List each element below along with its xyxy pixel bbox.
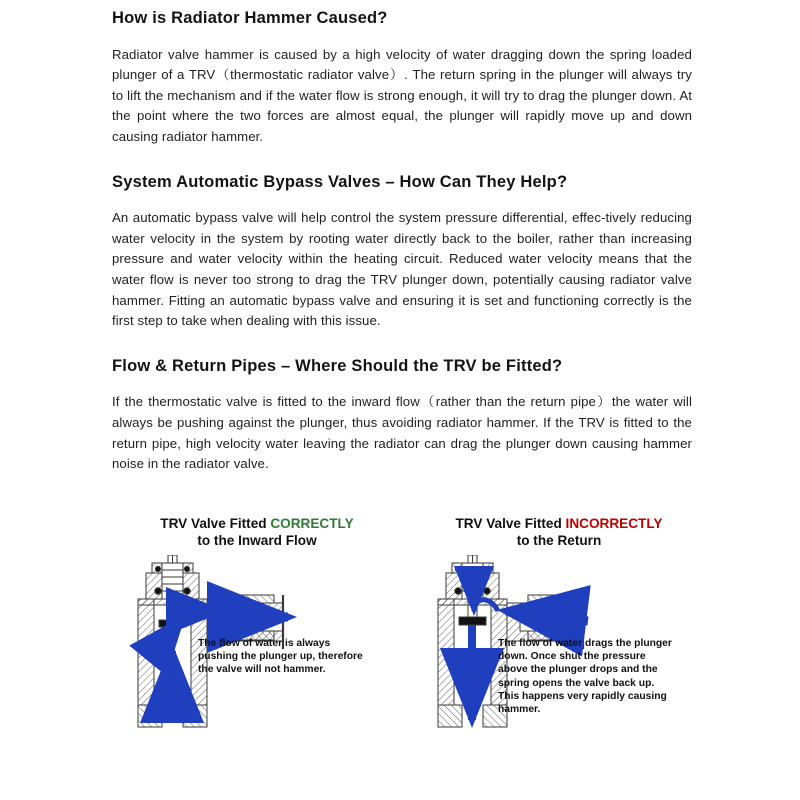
section-heading-3: Flow & Return Pipes – Where Should the TRV be Fitted? <box>112 356 563 375</box>
diagram-stage-incorrect <box>428 555 758 795</box>
diagram-figure-group <box>0 515 800 800</box>
diagram-trv-incorrect <box>428 515 758 800</box>
diagram-caption-correct <box>132 515 382 549</box>
diagram-note-correct: The flow of water is always pushing the plunger up, therefore the valve will not hammer. <box>198 638 363 676</box>
diagram-caption-line2-2: to the Return <box>516 533 602 548</box>
diagram-caption-prefix-2: TRV Valve Fitted <box>455 516 566 531</box>
section-paragraph-2: An automatic bypass valve will help control the system pressure differential, effec-tively reducing water velocity in the system by rooting water directly back to the boiler, rather than increasing pressure and water velocity within the heating circuit. Reduced water velocity means that the water flow is never too strong to drag the TRV plunger down, potentially causing radiator valve hammer. Fitting an automatic bypass valve and ensuring it is set and functioning correctly is the first step to take when dealing with this issue. <box>112 210 692 329</box>
diagram-stage-correct <box>128 555 458 795</box>
section-paragraph-1: Radiator valve hammer is caused by a high velocity of water dragging down the spring loaded plunger of a TRV（thermostatic radiator valve）. The return spring in the plunger will always try to lift the mechanism and if the water flow is strong enough, it will try to drag the plunger down. At the point where the two forces are almost equal, the plunger will rapidly move up and down causing radiator hammer. <box>112 46 692 144</box>
diagram-caption-emphasis-correctly: CORRECTLY <box>270 516 354 531</box>
section-heading-2: System Automatic Bypass Valves – How Can They Help? <box>112 172 568 191</box>
diagram-note-incorrect: The flow of water drags the plunger down. Once shut the pressure above the plunger drops and the spring opens the valve back up. This happens very rapidly causing hammer. <box>498 638 672 716</box>
diagram-trv-correct <box>128 515 458 800</box>
article-body <box>112 8 692 475</box>
diagram-caption-emphasis-incorrectly: INCORRECTLY <box>565 516 663 531</box>
diagram-caption-prefix: TRV Valve Fitted <box>160 516 271 531</box>
section-paragraph-3: If the thermostatic valve is fitted to the inward flow（rather than the return pipe）the water will always be pushing against the plunger, thus avoiding radiator hammer. If the TRV is fitted to the return pipe, high velocity water leaving the radiator can drag the plunger down causing hammer noise in the radiator valve. <box>112 394 692 472</box>
diagram-caption-incorrect <box>434 515 684 549</box>
diagram-caption-line2: to the Inward Flow <box>197 533 317 548</box>
section-heading-1: How is Radiator Hammer Caused? <box>112 9 388 27</box>
